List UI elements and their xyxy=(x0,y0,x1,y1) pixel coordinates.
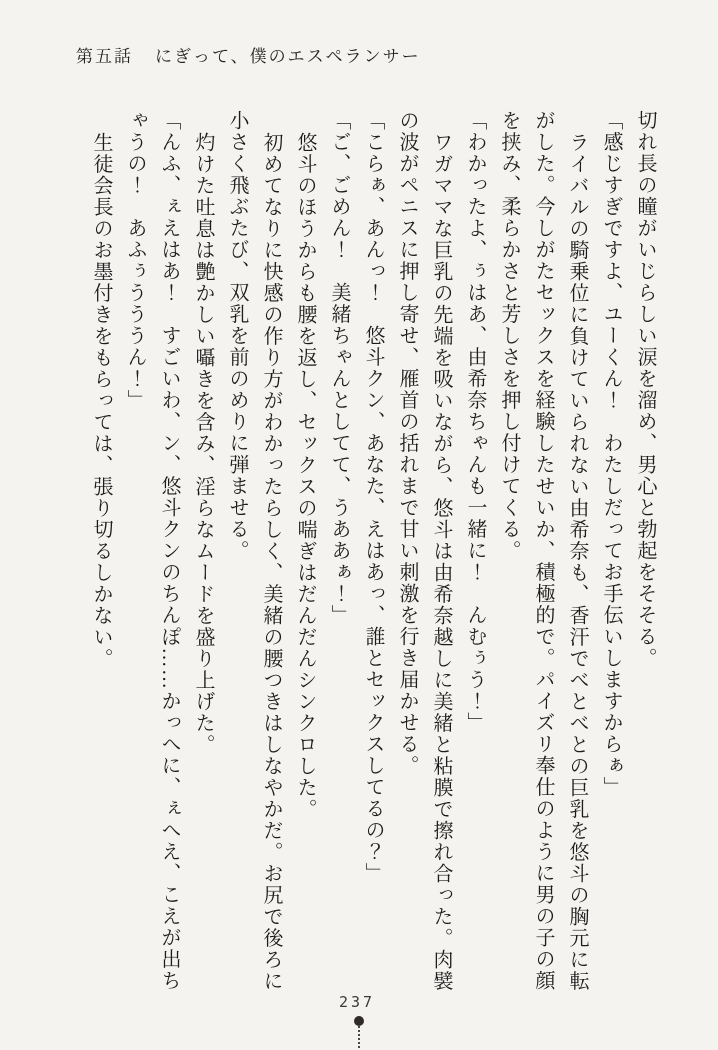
running-header xyxy=(76,42,421,67)
paragraph: 「んふ、ぇえはあ！ すごいわ、ン、悠斗クンのちんぽ……かっへに、ぇへえ、こえが出ちゃうの！ あふぅうううん！」 xyxy=(124,110,180,992)
chapter-number: 第五話 xyxy=(76,47,133,66)
paragraph: 悠斗のほうからも腰を返し、セックスの喘ぎはだんだんシンクロした。 xyxy=(294,132,316,820)
paragraph: 「感じすぎですよ、ユーくん！ わたしだってお手伝いしますからぁ」 xyxy=(600,110,622,798)
paragraph: 初めてなりに快感の作り方がわかったらしく、美緒の腰つきはしなやかだ。お尻で後ろに小さく飛ぶたび、双乳を前のめりに弾ませる。 xyxy=(226,110,282,992)
bullet-dot-icon xyxy=(354,1016,364,1026)
page-footer xyxy=(0,995,718,1050)
paragraph: 生徒会長のお墨付きをもらっては、張り切るしかない。 xyxy=(90,132,112,670)
page-number: 237 xyxy=(338,993,376,1011)
paragraph: 「こらぁ、あんっ！ 悠斗クン、あなた、えはあっ、誰とセックスしてるの？」 xyxy=(362,110,384,884)
paragraph: 「ご、ごめん！ 美緒ちゃんとしてて、うああぁ！」 xyxy=(328,110,350,626)
bullet-pin-ornament xyxy=(0,1016,718,1050)
paragraph: ライバルの騎乗位に負けていられない由希奈も、香汗でべとべとの巨乳を悠斗の胸元に転がした。今しがたセックスを経験したせいか、積極的で。パイズリ奉仕のように男の子の顔を挟み、柔らかさと芳しさを押し付けてくる。 xyxy=(498,110,588,992)
body-text xyxy=(76,110,662,994)
chapter-title: にぎって、僕のエスペランサー xyxy=(155,47,421,66)
paragraph: 切れ長の瞳がいじらしい涙を溜め、男心と勃起をそそる。 xyxy=(634,110,656,669)
paragraph: 「わかったよ、ぅはあ、由希奈ちゃんも一緒に！ んむぅう！」 xyxy=(464,110,486,734)
paragraph: ワガママな巨乳の先端を吸いながら、悠斗は由希奈越しに美緒と粘膜で擦れ合った。肉襞の波がペニスに押し寄せ、雁首の括れまで甘い刺激を行き届かせる。 xyxy=(396,110,452,992)
dotted-tail xyxy=(358,1026,360,1048)
paragraph: 灼けた吐息は艶かしい囁きを含み、淫らなムードを盛り上げた。 xyxy=(192,132,214,756)
